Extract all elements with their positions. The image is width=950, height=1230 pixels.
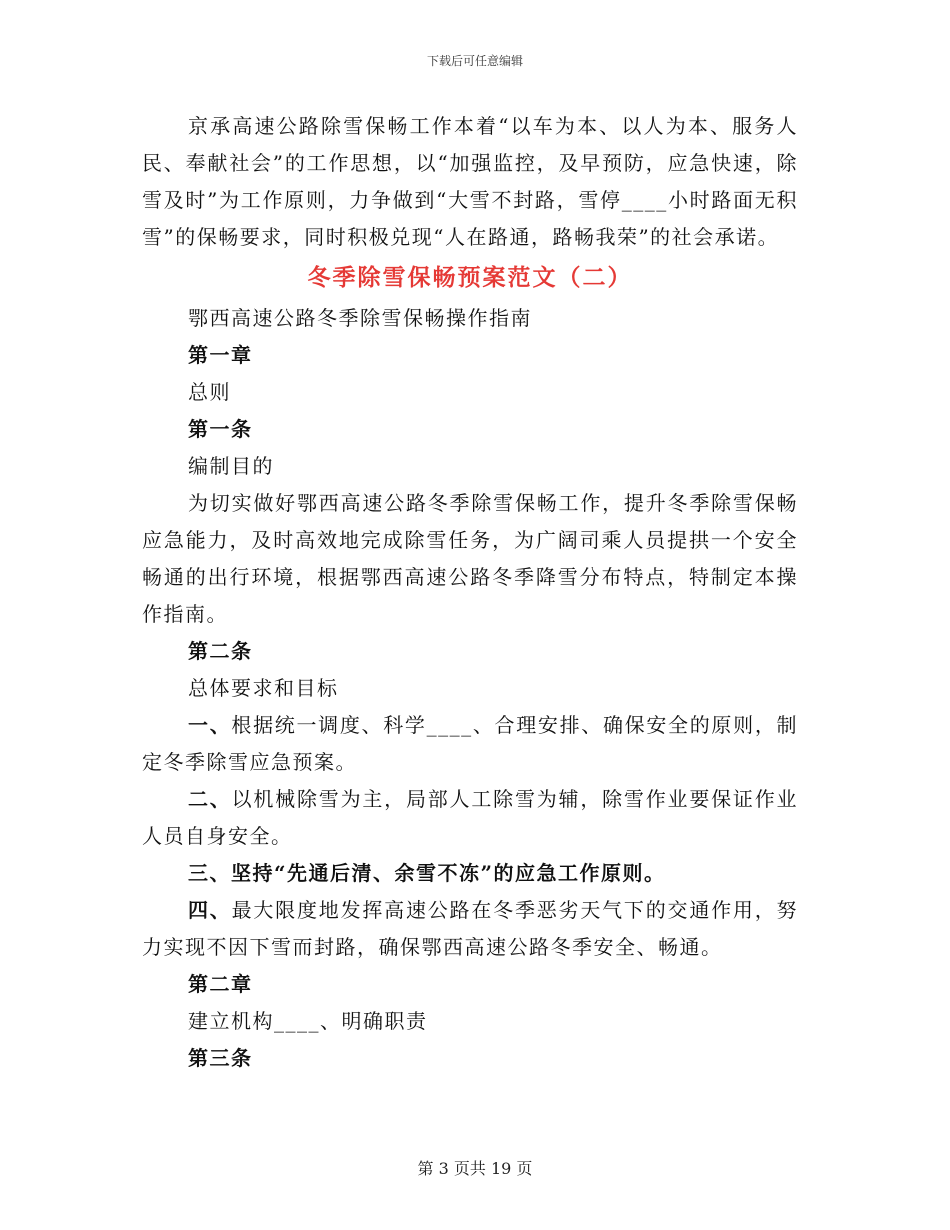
page-header: 下载后可任意编辑 — [426, 54, 523, 68]
section-title: 冬季除雪保畅预案范文（二） — [307, 264, 633, 291]
chapter-1-heading: 第一章 — [188, 343, 253, 367]
article-2-name: 总体要求和目标 — [188, 676, 339, 700]
document-body — [142, 108, 798, 1077]
chapter-2-heading: 第二章 — [188, 972, 253, 996]
list-item-3-number: 三、 — [188, 861, 231, 885]
list-item-3-text: 坚持“先通后清、余雪不冻”的应急工作原则。 — [231, 861, 666, 885]
article-1-body: 为切实做好鄂西高速公路冬季除雪保畅工作，提升冬季除雪保畅应急能力，及时高效地完成除雪任务，为广阔司乘人员提拱一个安全畅通的出行环境，根据鄂西高速公路冬季降雪分布特点，特制定本操作指南。 — [142, 491, 798, 626]
list-item-4-text: 最大限度地发挥高速公路在冬季恶劣天气下的交通作用，努力实现不因下雪而封路，确保鄂西高速公路冬季安全、畅通。 — [142, 898, 799, 959]
chapter-2-name: 建立机构____、明确职责 — [188, 1009, 428, 1033]
page-footer: 第 3 页共 19 页 — [417, 1159, 533, 1178]
list-item-4 — [142, 892, 798, 966]
list-item-3 — [142, 855, 798, 892]
article-1-name: 编制目的 — [188, 454, 274, 478]
list-item-1-text: 根据统一调度、科学____、合理安排、确保安全的原则，制定冬季除雪应急预案。 — [142, 713, 799, 774]
article-1-heading: 第一条 — [188, 417, 253, 441]
article-2-heading: 第二条 — [188, 639, 253, 663]
intro-paragraph: 京承高速公路除雪保畅工作本着“以车为本、以人为本、服务人民、奉献社会”的工作思想，以“加强监控，及早预防，应急快速，除雪及时”为工作原则，力争做到“大雪不封路，雪停____小时路面无积雪”的保畅要求，同时积极兑现“人在路通，路畅我荣”的社会承诺。 — [142, 114, 798, 249]
list-item-4-number: 四、 — [188, 898, 232, 922]
guide-title: 鄂西高速公路冬季除雪保畅操作指南 — [188, 306, 532, 330]
list-item-1-number: 一、 — [188, 713, 232, 737]
list-item-2-number: 二、 — [188, 787, 232, 811]
chapter-1-name: 总则 — [188, 380, 231, 404]
list-item-2 — [142, 781, 798, 855]
list-item-1 — [142, 707, 798, 781]
article-3-heading: 第三条 — [188, 1046, 253, 1070]
list-item-2-text: 以机械除雪为主，局部人工除雪为辅，除雪作业要保证作业人员自身安全。 — [142, 787, 799, 848]
